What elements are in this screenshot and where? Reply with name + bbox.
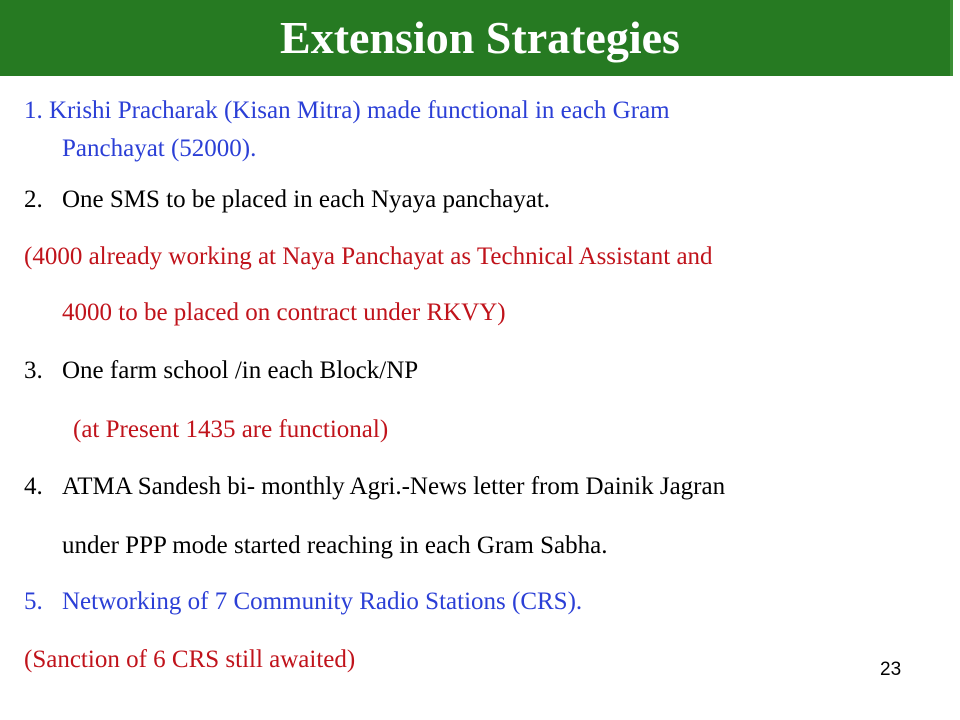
item-1-line-1: 1. Krishi Pracharak (Kisan Mitra) made functional in each Gram: [24, 97, 670, 124]
item-3-text: One farm school /in each Block/NP: [62, 357, 419, 384]
item-5-number: 5.: [24, 588, 43, 615]
item-4-line-2: under PPP mode started reaching in each Gram Sabha.: [62, 532, 608, 559]
item-2-number: 2.: [24, 186, 43, 213]
item-2-text: One SMS to be placed in each Nyaya panchayat.: [62, 186, 551, 213]
item-5: [24, 585, 582, 619]
slide-title: Extension Strategies: [280, 12, 680, 63]
item-3: [24, 354, 418, 388]
item-4-text: ATMA Sandesh bi- monthly Agri.-News letter from Dainik Jagran: [62, 473, 726, 500]
item-2: [24, 183, 550, 217]
item-4-number: 4.: [24, 473, 43, 500]
slide-number: 23: [880, 659, 902, 680]
item-3-number: 3.: [24, 357, 43, 384]
item-3-note: (at Present 1435 are functional): [73, 416, 389, 443]
item-5-note: (Sanction of 6 CRS still awaited): [24, 646, 356, 673]
item-2-note-line-2: 4000 to be placed on contract under RKVY): [62, 299, 506, 326]
item-2-note-line-1: (4000 already working at Naya Panchayat as Technical Assistant and: [24, 243, 713, 270]
item-5-text: Networking of 7 Community Radio Stations (CRS).: [62, 588, 583, 615]
item-4-line-1: [24, 470, 725, 504]
item-1-line-2: Panchayat (52000).: [62, 135, 257, 162]
